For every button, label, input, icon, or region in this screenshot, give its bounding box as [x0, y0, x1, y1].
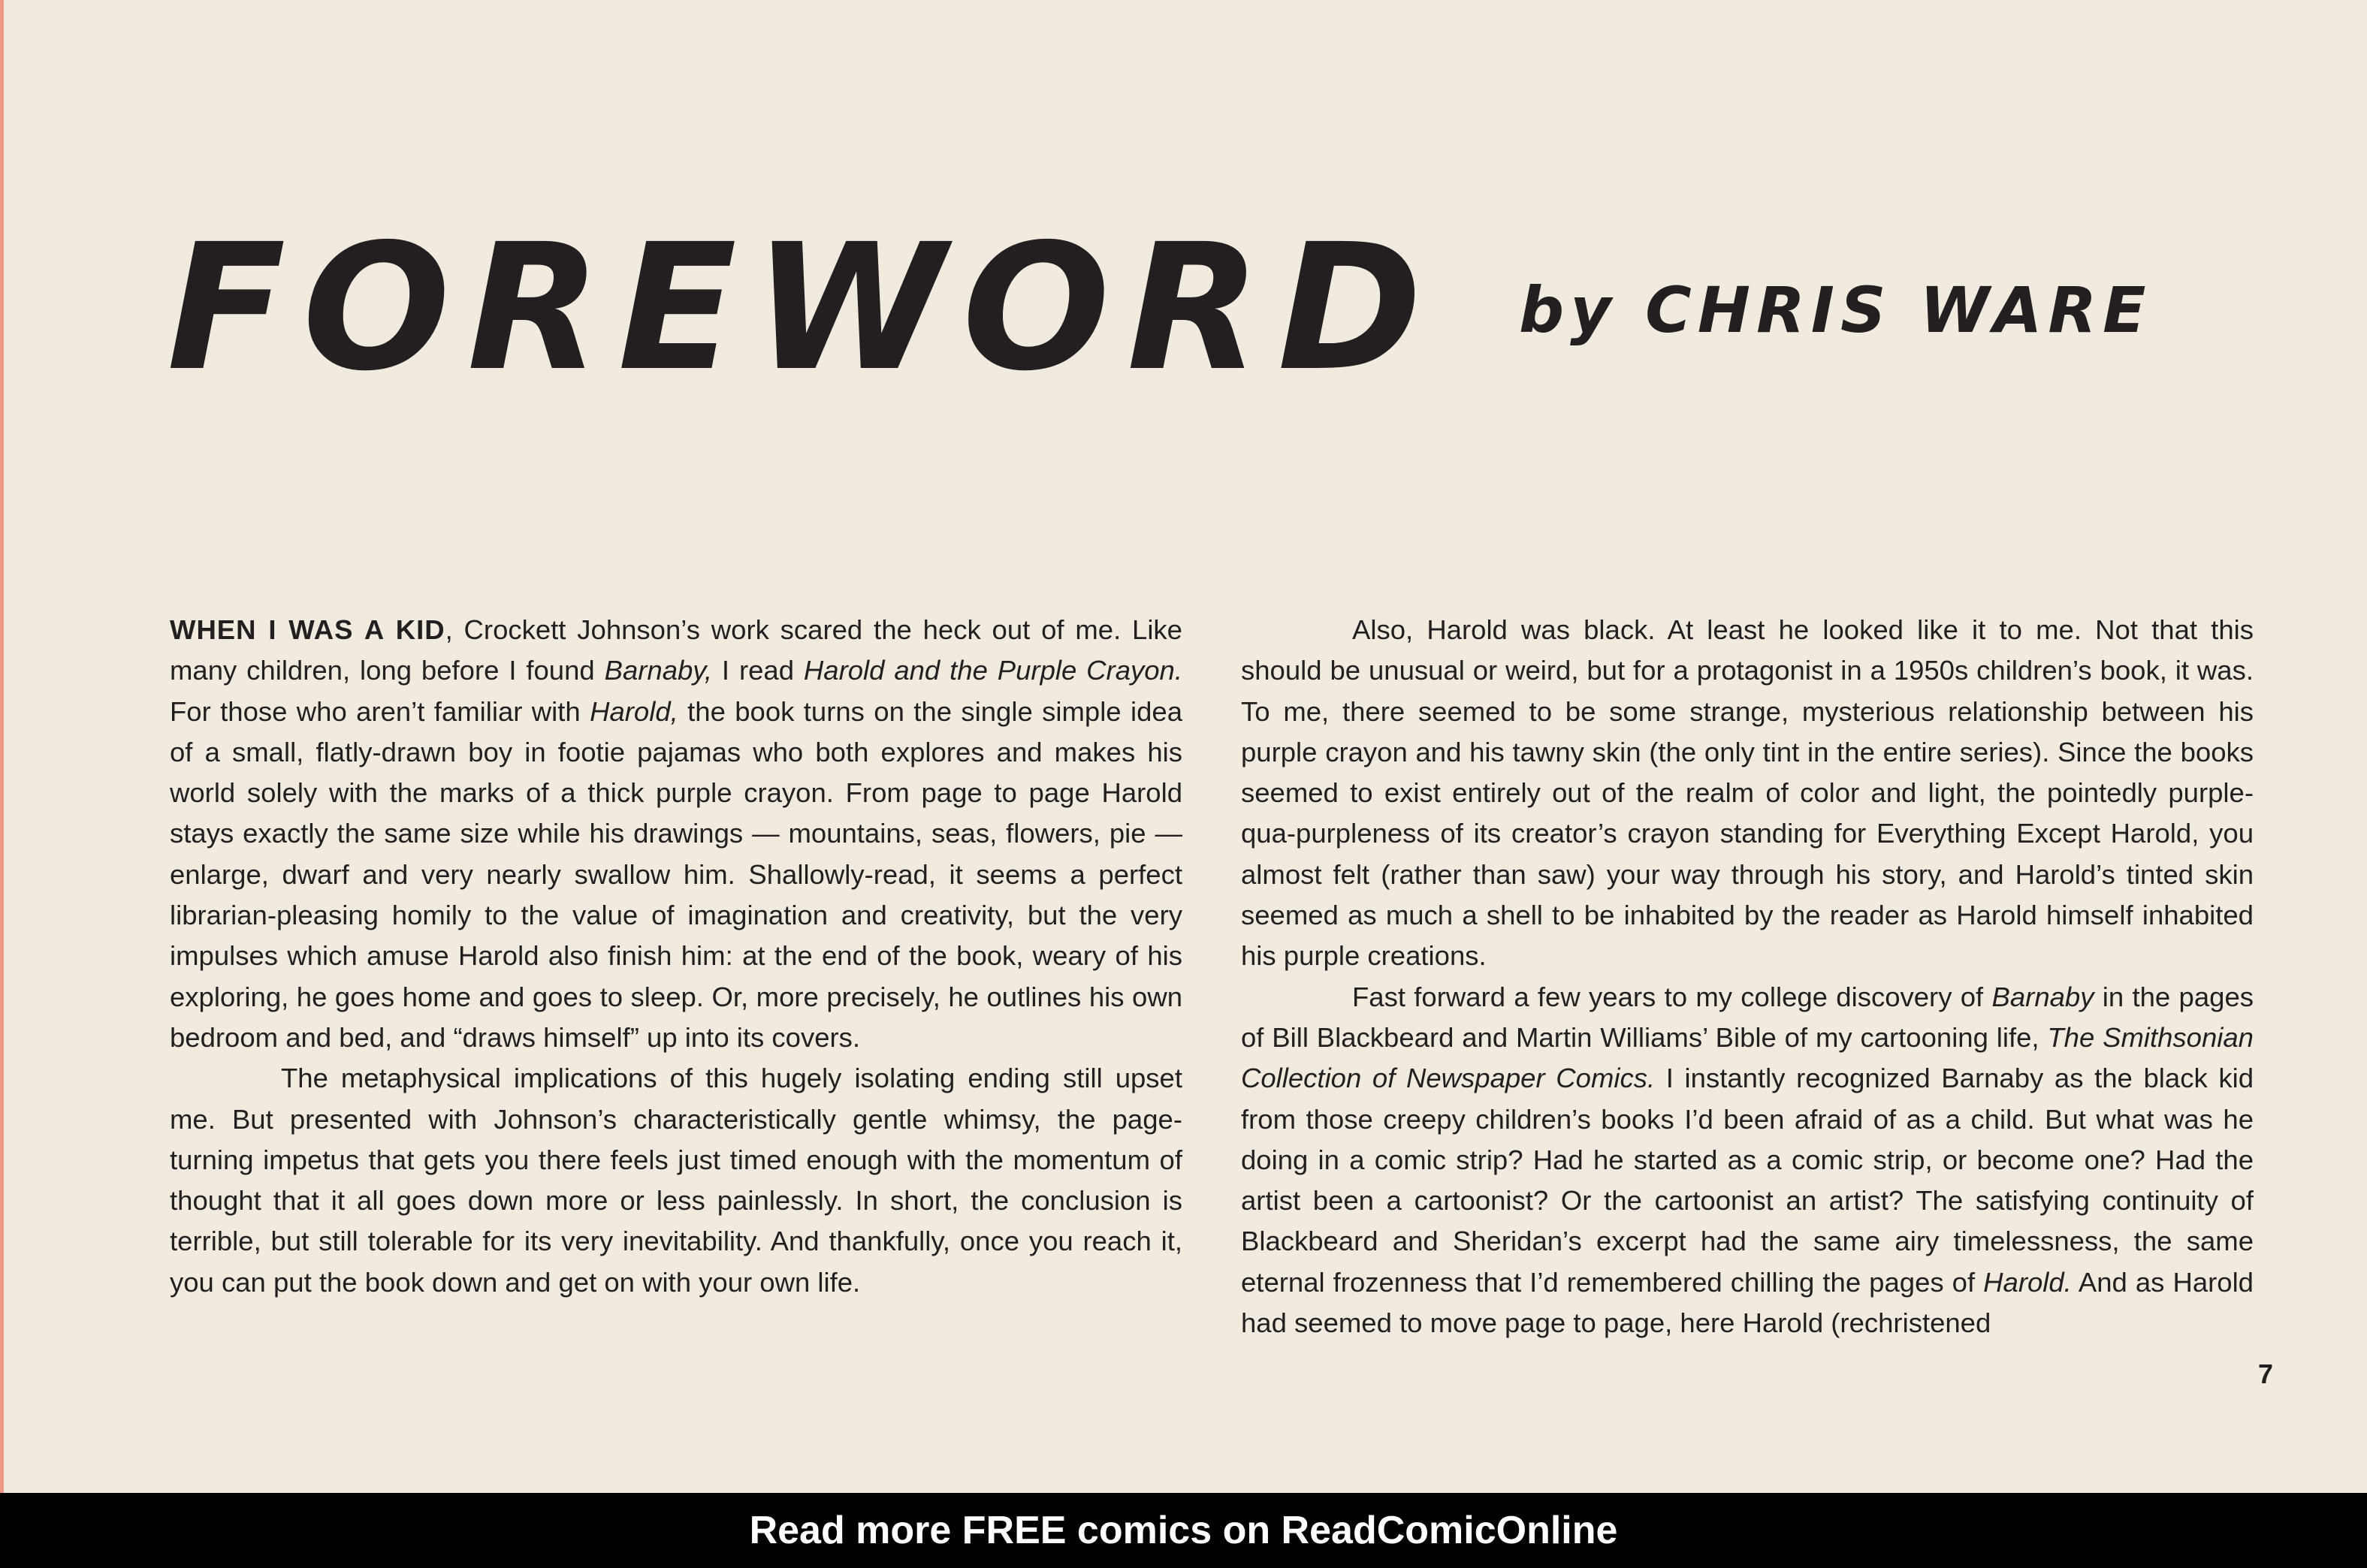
- text-run: Fast forward a few years to my college discovery of: [1352, 981, 1992, 1012]
- text-run: , Crockett Johnson’s work scared the heck out of me. Like many children, long before I found: [170, 614, 1182, 686]
- text-column-right: [1241, 610, 2254, 1343]
- text-run: I read: [712, 655, 804, 686]
- author-byline: by CHRIS WARE: [1519, 273, 2152, 347]
- page-number: 7: [2257, 1358, 2273, 1389]
- body-paragraph: [170, 1058, 1182, 1303]
- text-run: Also, Harold was black. At least he looked like it to me. Not that this should be unusual or weird, but for a protagonist in a 1950s children’s book, it was. To me, there seemed to be some strange, mysterious relationship between his purple crayon and his tawny skin (the only tint in the entire series). Since the books seemed to exist entirely out of the realm of color and light, the pointedly purple-qua-purpleness of its creator’s crayon standing for Everything Except Harold, you almost felt (rather than saw) your way through his story, and Harold’s tinted skin seemed as much a shell to be inhabited by the reader as Harold himself inhabited his purple creations.: [1241, 614, 2254, 972]
- promo-banner: [0, 1493, 2367, 1568]
- lead-in: WHEN I WAS A KID: [170, 614, 445, 645]
- text-run: I instantly recognized Barnaby as the black kid from those creepy children’s books I’d been afraid of as a child. But what was he doing in a comic strip? Had he started as a comic strip, or become one? Had the artist been a cartoonist? Or the cartoonist an artist? The satisfying continuity of Blackbeard and Sheridan’s excerpt had the same airy timelessness, the same eternal frozenness that I’d remembered chilling the pages of: [1241, 1063, 2254, 1298]
- text-run: in the pages of Bill Blackbeard and Martin Williams’ Bible of my cartooning life,: [1241, 981, 2254, 1053]
- italic-title: The Smithsonian Collection of Newspaper Comics.: [1241, 1021, 2254, 1094]
- page-edge: [0, 0, 4, 1493]
- italic-title: Harold.: [1983, 1266, 2072, 1298]
- italic-title: Barnaby: [1991, 981, 2094, 1012]
- italic-title: Harold,: [590, 695, 678, 727]
- body-paragraph: [170, 610, 1182, 1058]
- text-run: For those who aren’t familiar with: [170, 695, 590, 727]
- body-paragraph: [1241, 610, 2254, 977]
- italic-title: Harold and the Purple Crayon.: [803, 655, 1182, 686]
- text-column-left: [170, 610, 1182, 1303]
- text-run: The metaphysical implications of this hugely isolating ending still upset me. But presented with Johnson’s characteristically gentle whimsy, the page-turning impetus that gets you there feels just timed enough with the momentum of thought that it all goes down more or less painlessly. In short, the conclusion is terrible, but still tolerable for its very inevitability. And thankfully, once you reach it, you can put the book down and get on with your own life.: [170, 1063, 1182, 1298]
- body-paragraph: [1241, 977, 2254, 1344]
- text-run: And as Harold had seemed to move page to page, here Harold (rechristened: [1241, 1266, 2254, 1339]
- page-title: FOREWORD: [167, 207, 1439, 409]
- italic-title: Barnaby,: [604, 655, 712, 686]
- promo-banner-text: Read more FREE comics on ReadComicOnline: [749, 1509, 1618, 1552]
- text-run: the book turns on the single simple idea of a small, flatly-drawn boy in footie pajamas who both explores and makes his world solely with the marks of a thick purple crayon. From page to page Harold stays exactly the same size while his drawings — mountains, seas, flowers, pie — enlarge, dwarf and very nearly swallow him. Shallowly-read, it seems a perfect librarian-pleasing homily to the value of imagination and creativity, but the very impulses which amuse Harold also finish him: at the end of the book, weary of his exploring, he goes home and goes to sleep. Or, more precisely, he outlines his own bedroom and bed, and “draws himself” up into its covers.: [170, 695, 1182, 1053]
